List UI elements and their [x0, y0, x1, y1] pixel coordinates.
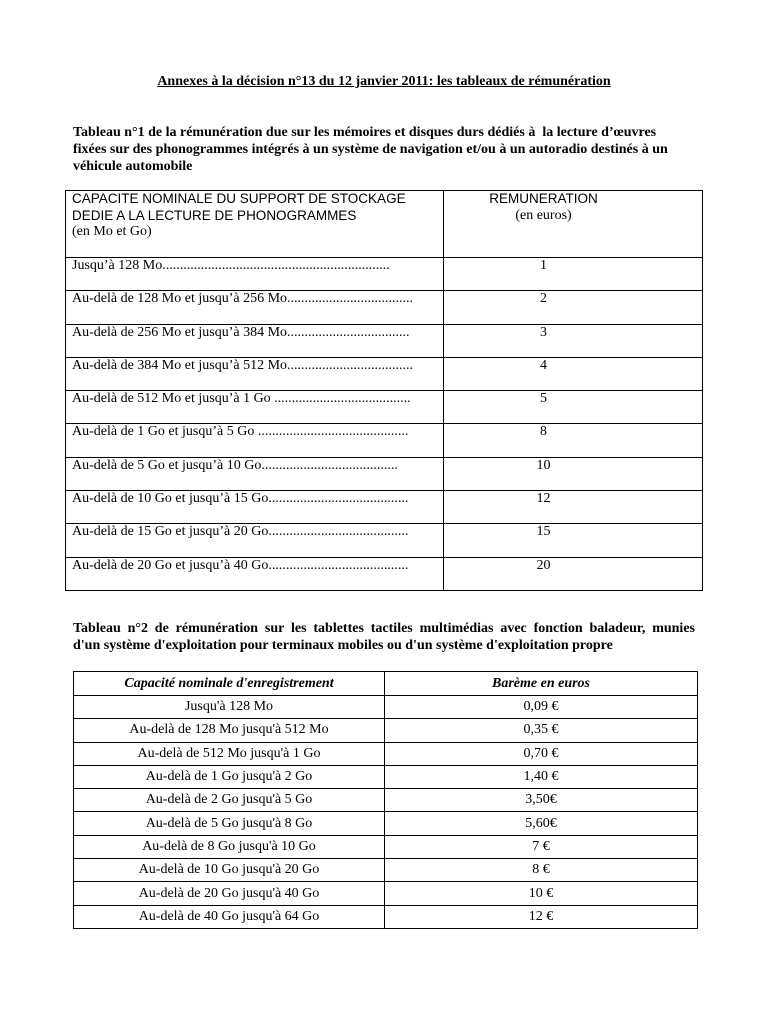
table2-rate-cell: 0,35 € — [523, 722, 559, 738]
table2-row — [74, 742, 697, 765]
table2-capacity-cell: Au-delà de 512 Mo jusqu'à 1 Go — [74, 743, 385, 765]
table2-rate-cell: 7 € — [532, 838, 550, 854]
table1-capacity-cell: Au-delà de 5 Go et jusqu’à 10 Go....................................... — [66, 458, 444, 490]
table1-row — [66, 390, 702, 423]
table1-capacity-cell: Au-delà de 15 Go et jusqu’à 20 Go........................................ — [66, 524, 444, 556]
table1-caption-line: fixées sur des phonogrammes intégrés à un système de navigation et/ou à un autoradio destinés à un — [73, 142, 668, 157]
table1-caption — [73, 124, 693, 175]
table1-remuneration-cell: 3 — [540, 324, 547, 340]
table2-capacity-cell: Au-delà de 20 Go jusqu'à 40 Go — [74, 882, 385, 904]
table1-header-capacity-line: DEDIE A LA LECTURE DE PHONOGRAMMES — [72, 207, 357, 223]
table2-capacity-cell: Au-delà de 5 Go jusqu'à 8 Go — [74, 812, 385, 834]
table2-row — [74, 881, 697, 904]
table1-row — [66, 490, 702, 523]
table2-capacity-cell: Au-delà de 128 Mo jusqu'à 512 Mo — [74, 719, 385, 741]
table1-header-remuneration-unit: (en euros) — [515, 207, 572, 223]
table1-remuneration-cell: 8 — [540, 424, 547, 440]
table1-remuneration-cell: 2 — [540, 291, 547, 307]
table1-capacity-cell: Au-delà de 20 Go et jusqu’à 40 Go........................................ — [66, 558, 444, 590]
table2-header-capacity: Capacité nominale d'enregistrement — [74, 672, 385, 695]
table2-capacity-cell: Au-delà de 8 Go jusqu'à 10 Go — [74, 836, 385, 858]
table1-remuneration-cell: 4 — [540, 357, 547, 373]
table2-row — [74, 695, 697, 718]
table1-remuneration-cell: 15 — [536, 524, 551, 540]
table2-rate-cell: 0,70 € — [523, 745, 559, 761]
table2-header-row — [74, 672, 697, 695]
table1-row — [66, 557, 702, 590]
table2-row — [74, 788, 697, 811]
table2-row — [74, 718, 697, 741]
table2-row — [74, 858, 697, 881]
table1-row — [66, 357, 702, 390]
table2-caption — [73, 620, 695, 654]
table2-capacity-cell: Au-delà de 40 Go jusqu'à 64 Go — [74, 906, 385, 928]
table1-row — [66, 324, 702, 357]
table1-header-row — [66, 191, 702, 257]
table2-rate-cell: 8 € — [532, 862, 550, 878]
table2-capacity-cell: Au-delà de 2 Go jusqu'à 5 Go — [74, 789, 385, 811]
table2-caption-line: d'un système d'exploitation pour terminaux mobiles ou d'un système d'exploitation propre — [73, 638, 613, 653]
table2-rate-cell: 10 € — [528, 885, 554, 901]
table1-capacity-cell: Au-delà de 10 Go et jusqu’à 15 Go........................................ — [66, 491, 444, 523]
document-title: Annexes à la décision n°13 du 12 janvier 2011: les tableaux de rémunération — [157, 74, 611, 89]
table1-caption-line: véhicule automobile — [73, 159, 193, 174]
table1-caption-line: Tableau n°1 de la rémunération due sur les mémoires et disques durs dédiés à la lecture d’œuvres — [73, 125, 657, 140]
table2-capacity-cell: Jusqu'à 128 Mo — [74, 696, 385, 718]
remuneration-table-2 — [73, 671, 698, 929]
table2-rate-cell: 5,60€ — [525, 815, 557, 831]
table1-capacity-cell: Au-delà de 1 Go et jusqu’à 5 Go ........................................... — [66, 424, 444, 456]
table1-row — [66, 457, 702, 490]
table1-header-unit: (en Mo et Go) — [72, 224, 152, 239]
table1-row — [66, 290, 702, 323]
table1-row — [66, 523, 702, 556]
table2-rate-cell: 12 € — [528, 908, 554, 924]
table1-row — [66, 257, 702, 290]
table2-row — [74, 905, 697, 928]
table1-capacity-cell: Au-delà de 256 Mo et jusqu’à 384 Mo................................... — [66, 325, 444, 357]
table2-rate-cell: 1,40 € — [523, 769, 559, 785]
table2-capacity-cell: Au-delà de 10 Go jusqu'à 20 Go — [74, 859, 385, 881]
table1-remuneration-cell: 12 — [536, 491, 551, 507]
table1-row — [66, 423, 702, 456]
table1-header-remuneration-label: REMUNERATION — [489, 191, 598, 206]
table1-header-capacity — [66, 191, 444, 257]
table2-row — [74, 835, 697, 858]
table2-caption-line: Tableau n°2 de rémunération sur les tablettes tactiles multimédias avec fonction baladeur, munies — [73, 621, 695, 636]
table2-header-rate: Barème en euros — [492, 675, 590, 691]
remuneration-table-1 — [65, 190, 703, 591]
table1-remuneration-cell: 1 — [540, 258, 547, 273]
table2-row — [74, 765, 697, 788]
table1-header-capacity-line: CAPACITE NOMINALE DU SUPPORT DE STOCKAGE — [72, 191, 406, 206]
table1-capacity-cell: Au-delà de 512 Mo et jusqu’à 1 Go ....................................... — [66, 391, 444, 423]
table1-capacity-cell: Au-delà de 128 Mo et jusqu’à 256 Mo.................................... — [66, 291, 444, 323]
table2-rate-cell: 3,50€ — [525, 792, 557, 808]
table2-capacity-cell: Au-delà de 1 Go jusqu'à 2 Go — [74, 766, 385, 788]
table2-rate-cell: 0,09 € — [523, 699, 559, 715]
table1-capacity-cell: Jusqu’à 128 Mo................................................................. — [66, 258, 444, 290]
table2-row — [74, 811, 697, 834]
table1-remuneration-cell: 20 — [536, 557, 551, 573]
table1-capacity-cell: Au-delà de 384 Mo et jusqu’à 512 Mo.................................... — [66, 358, 444, 390]
table1-header-remuneration — [444, 191, 702, 257]
table1-remuneration-cell: 5 — [540, 391, 547, 407]
table1-remuneration-cell: 10 — [536, 457, 551, 473]
